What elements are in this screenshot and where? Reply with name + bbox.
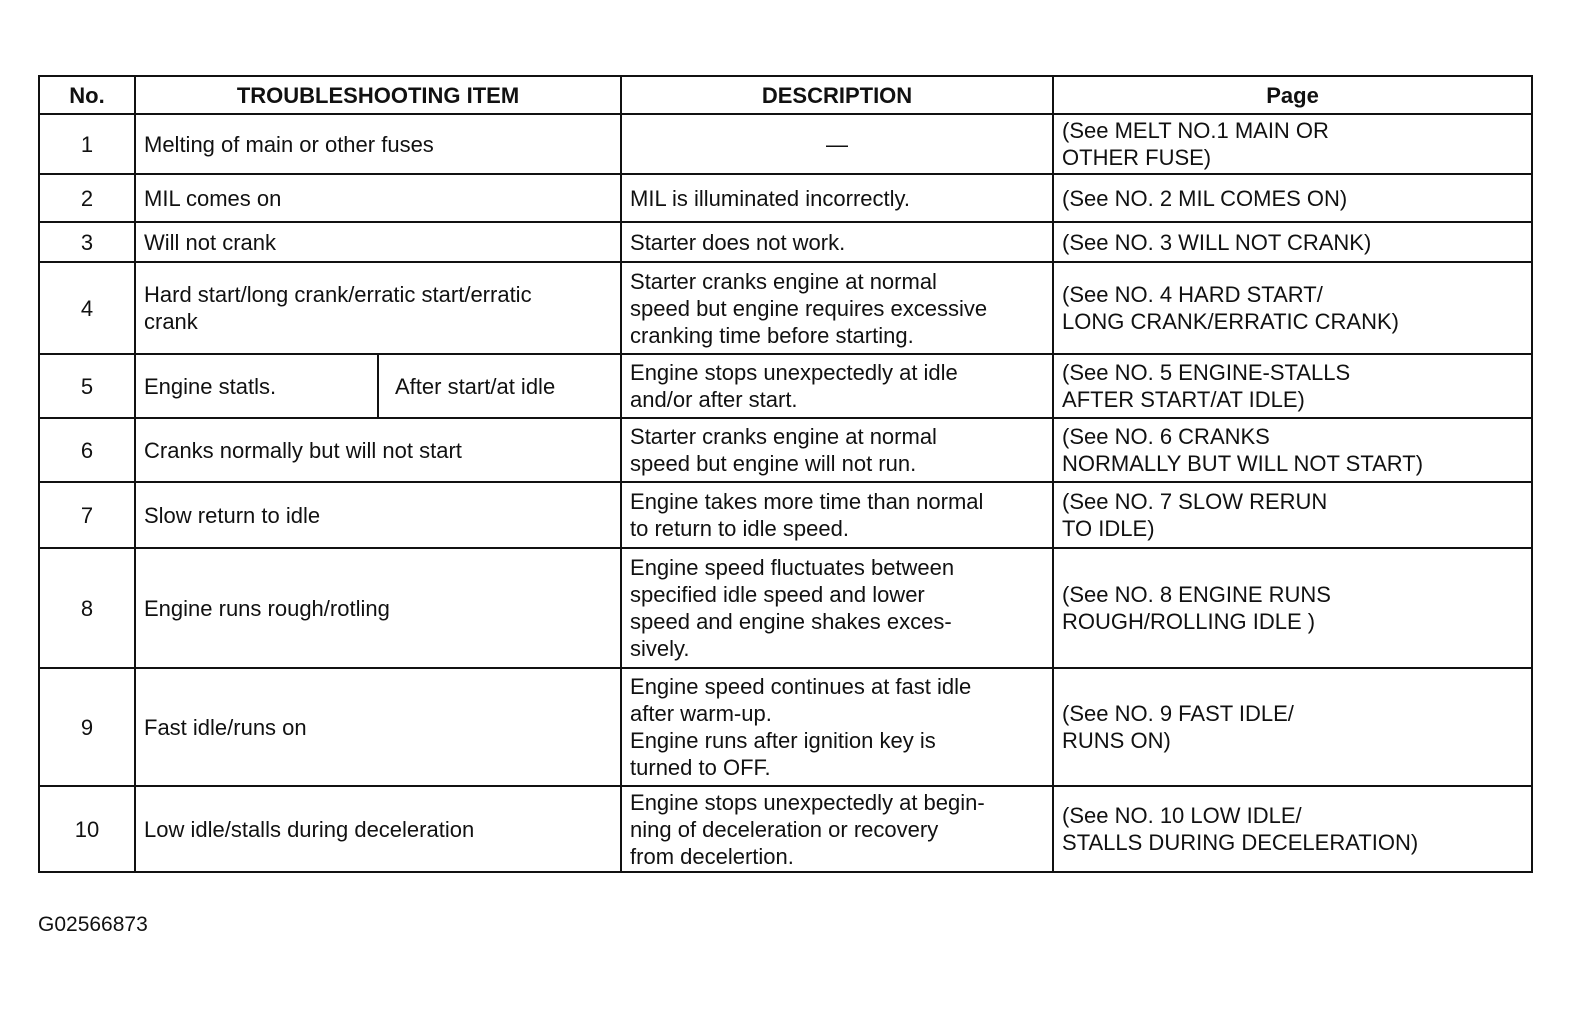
description-cell xyxy=(621,482,1053,548)
table-row xyxy=(39,668,1532,786)
description-text: Starter cranks engine at normal xyxy=(630,424,937,449)
page-reference-text: (See NO. 8 ENGINE RUNS xyxy=(1062,582,1331,607)
page-reference-text: (See NO. 7 SLOW RERUN xyxy=(1062,489,1328,514)
page-reference-text: LONG CRANK/ERRATIC CRANK) xyxy=(1062,309,1399,334)
troubleshooting-item-cell xyxy=(135,262,621,354)
troubleshooting-item-cell xyxy=(135,668,621,786)
description-cell xyxy=(621,786,1053,872)
item-text: Melting of main or other fuses xyxy=(144,131,434,157)
header-description: DESCRIPTION xyxy=(621,76,1053,114)
troubleshooting-item-cell xyxy=(135,114,621,174)
table-row xyxy=(39,786,1532,872)
description-text: and/or after start. xyxy=(630,387,798,412)
description-text: Engine runs after ignition key is xyxy=(630,728,936,753)
description-cell xyxy=(621,222,1053,262)
page-reference-cell xyxy=(1053,222,1532,262)
description-cell xyxy=(621,114,1053,174)
description-cell xyxy=(621,548,1053,668)
page-reference-text: AFTER START/AT IDLE) xyxy=(1062,387,1305,412)
description-text: Starter does not work. xyxy=(630,229,846,255)
description-text: cranking time before starting. xyxy=(630,322,914,348)
description-text: Engine stops unexpectedly at idle xyxy=(630,360,958,385)
description-text: ning of deceleration or recovery xyxy=(630,816,939,842)
table-row xyxy=(39,262,1532,354)
item-text: Hard start/long crank/erratic start/erratic xyxy=(144,282,532,307)
table-row xyxy=(39,482,1532,548)
page-reference-text: (See NO. 2 MIL COMES ON) xyxy=(1062,185,1348,211)
figure-id: G02566873 xyxy=(38,913,148,936)
troubleshooting-item-cell xyxy=(135,222,621,262)
description-text: to return to idle speed. xyxy=(630,516,849,541)
header-no: No. xyxy=(39,76,135,114)
row-number: 9 xyxy=(39,668,135,786)
subitem-text: After start/at idle xyxy=(395,373,556,399)
description-text: sively. xyxy=(630,636,690,661)
page-reference-cell xyxy=(1053,548,1532,668)
table-row xyxy=(39,418,1532,482)
header-troubleshooting-item: TROUBLESHOOTING ITEM xyxy=(135,76,621,114)
item-text: Fast idle/runs on xyxy=(144,714,307,740)
description-cell xyxy=(621,354,1053,418)
page-reference-text: RUNS ON) xyxy=(1062,728,1171,753)
page-reference-cell xyxy=(1053,114,1532,174)
page-reference-cell xyxy=(1053,418,1532,482)
row-number: 5 xyxy=(39,354,135,418)
page-reference-cell xyxy=(1053,354,1532,418)
description-text: speed but engine will not run. xyxy=(630,451,917,476)
page-reference-text: OTHER FUSE) xyxy=(1062,145,1212,170)
item-text: Cranks normally but will not start xyxy=(144,437,462,463)
page-reference-text: (See NO. 6 CRANKS xyxy=(1062,424,1270,449)
description-text: — xyxy=(826,131,849,157)
troubleshooting-table xyxy=(38,75,1533,873)
description-cell xyxy=(621,668,1053,786)
page-reference-text: (See NO. 9 FAST IDLE/ xyxy=(1062,701,1294,726)
table-row xyxy=(39,174,1532,222)
item-text: Low idle/stalls during deceleration xyxy=(144,816,475,842)
page-reference-text: (See NO. 5 ENGINE-STALLS xyxy=(1062,360,1351,385)
description-text: turned to OFF. xyxy=(630,755,771,780)
row-number: 8 xyxy=(39,548,135,668)
description-text: Engine speed fluctuates between xyxy=(630,555,955,580)
troubleshooting-item-cell xyxy=(135,482,621,548)
item-text: Engine runs rough/rotling xyxy=(144,595,390,621)
header-page: Page xyxy=(1053,76,1532,114)
table-header-row xyxy=(39,76,1532,114)
page-reference-cell xyxy=(1053,262,1532,354)
description-cell xyxy=(621,418,1053,482)
row-number: 3 xyxy=(39,222,135,262)
item-text: Slow return to idle xyxy=(144,502,321,528)
description-text: Starter cranks engine at normal xyxy=(630,268,937,294)
row-number: 7 xyxy=(39,482,135,548)
row-number: 10 xyxy=(39,786,135,872)
table-row xyxy=(39,114,1532,174)
page-reference-text: STALLS DURING DECELERATION) xyxy=(1062,830,1419,855)
item-text: crank xyxy=(144,309,198,334)
page-reference-text: (See NO. 10 LOW IDLE/ xyxy=(1062,803,1302,828)
page-reference-cell xyxy=(1053,482,1532,548)
description-text: after warm-up. xyxy=(630,701,772,726)
page-reference-text: (See NO. 3 WILL NOT CRANK) xyxy=(1062,229,1372,255)
page-reference-cell xyxy=(1053,786,1532,872)
troubleshooting-subitem-cell xyxy=(378,354,621,418)
page-reference-text: ROUGH/ROLLING IDLE ) xyxy=(1062,609,1316,634)
item-text: MIL comes on xyxy=(144,185,282,211)
description-cell xyxy=(621,174,1053,222)
page-reference-cell xyxy=(1053,668,1532,786)
row-number: 1 xyxy=(39,114,135,174)
item-text: Engine statls. xyxy=(144,373,277,399)
row-number: 2 xyxy=(39,174,135,222)
troubleshooting-item-cell xyxy=(135,548,621,668)
row-number: 6 xyxy=(39,418,135,482)
description-text: MIL is illuminated incorrectly. xyxy=(630,185,910,211)
troubleshooting-item-cell xyxy=(135,418,621,482)
description-text: specified idle speed and lower xyxy=(630,582,925,607)
table-row xyxy=(39,354,1532,418)
table-row xyxy=(39,548,1532,668)
page-reference-text: TO IDLE) xyxy=(1062,516,1155,541)
table-row xyxy=(39,222,1532,262)
description-cell xyxy=(621,262,1053,354)
page-reference-text: (See NO. 4 HARD START/ xyxy=(1062,282,1323,307)
description-text: from decelertion. xyxy=(630,843,794,869)
description-text: Engine takes more time than normal xyxy=(630,489,984,514)
description-text: Engine stops unexpectedly at begin- xyxy=(630,789,985,815)
page-reference-cell xyxy=(1053,174,1532,222)
description-text: speed and engine shakes exces- xyxy=(630,609,952,634)
item-text: Will not crank xyxy=(144,229,277,255)
description-text: speed but engine requires excessive xyxy=(630,295,988,321)
row-number: 4 xyxy=(39,262,135,354)
description-text: Engine speed continues at fast idle xyxy=(630,674,972,699)
troubleshooting-item-cell xyxy=(135,174,621,222)
page-reference-text: (See MELT NO.1 MAIN OR xyxy=(1062,118,1329,143)
troubleshooting-item-cell xyxy=(135,354,378,418)
troubleshooting-item-cell xyxy=(135,786,621,872)
page-reference-text: NORMALLY BUT WILL NOT START) xyxy=(1062,451,1424,476)
